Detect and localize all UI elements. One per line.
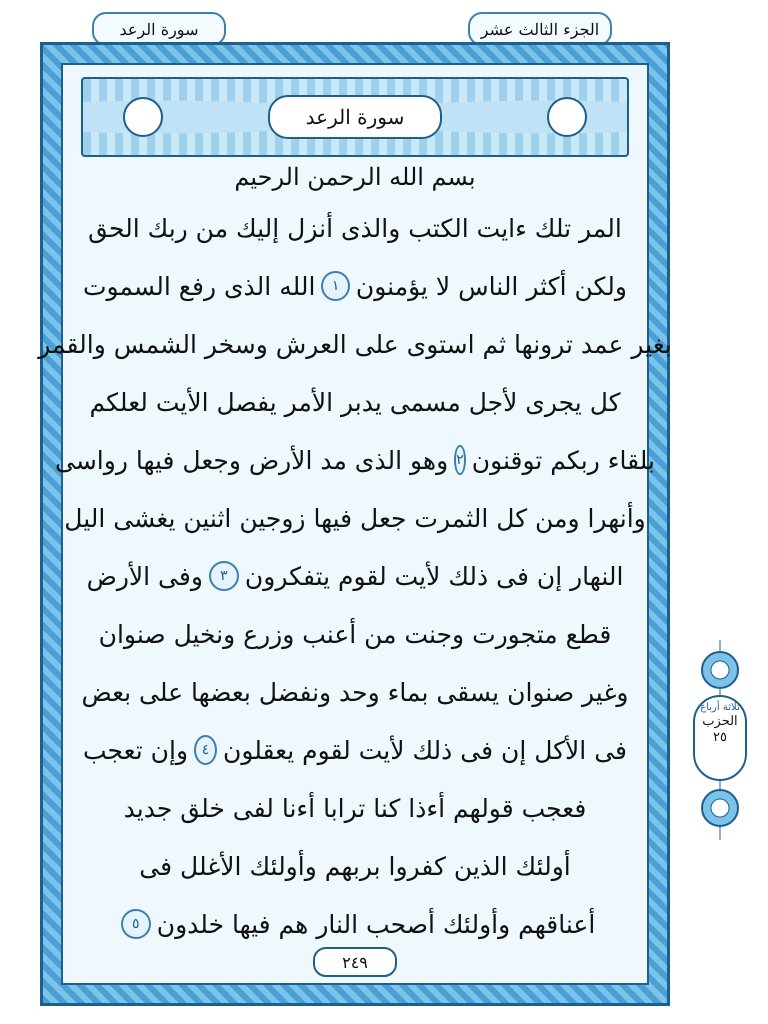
verse-text: وغير صنوان يسقى بماء وحد ونفضل بعضها على بعض (81, 677, 629, 707)
verse-text: بلقاء ربكم توقنون (471, 445, 655, 475)
verse-text: الله الذى رفع السموت (83, 271, 316, 301)
verse-text: فعجب قولهم أءذا كنا ترابا أءنا لفى خلق جديد (123, 793, 587, 823)
surah-title-text: سورة الرعد (305, 105, 405, 129)
verse-line-3 (38, 315, 672, 373)
hizb-number: ٢٥ (713, 730, 727, 745)
verse-line-12 (83, 837, 627, 895)
verse-text: بغير عمد ترونها ثم استوى على العرش وسخر الشمس والقمر (38, 329, 672, 359)
hizb-label: الحزب (702, 714, 738, 729)
verse-text: أعناقهم وأولئك أصحب النار هم فيها خلدون (156, 909, 596, 939)
verse-line-4 (83, 373, 627, 431)
verse-line-11 (83, 779, 627, 837)
basmala: بسم الله الرحمن الرحيم (234, 163, 476, 191)
verse-line-1 (83, 199, 627, 257)
verse-text: فى الأكل إن فى ذلك لأيت لقوم يعقلون (222, 735, 627, 765)
verse-text: وهو الذى مد الأرض وجعل فيها رواسى (55, 445, 449, 475)
page-number-text: ٢٤٩ (342, 952, 368, 972)
ayah-number-marker: ١ (321, 271, 349, 301)
ayah-number-marker: ٥ (121, 909, 151, 939)
hizb-marker (688, 640, 752, 840)
floral-ornament-left-icon (123, 97, 163, 137)
surah-name-header (92, 12, 226, 46)
verse-line-9 (83, 663, 627, 721)
text-panel (38, 63, 672, 985)
ornamental-border (40, 42, 670, 1006)
verse-line-13 (83, 895, 627, 953)
verse-text: النهار إن فى ذلك لأيت لقوم يتفكرون (244, 561, 624, 591)
verse-line-7 (83, 547, 627, 605)
verse-text: أولئك الذين كفروا بربهم وأولئك الأغلل فى (139, 851, 571, 881)
verse-text: وإن تعجب (83, 735, 189, 765)
verse-line-6 (64, 489, 646, 547)
verse-text: قطع متجورت وجنت من أعنب وزرع ونخيل صنوان (98, 619, 612, 649)
ayah-number-marker: ٢ (454, 445, 466, 475)
ayah-number-marker: ٣ (209, 561, 239, 591)
surah-title-banner (81, 77, 629, 157)
verse-line-2 (83, 257, 627, 315)
surah-name-header-text: سورة الرعد (119, 19, 199, 39)
page-number (313, 947, 397, 977)
juz-header-text: الجزء الثالث عشر (480, 19, 600, 39)
juz-header (468, 12, 612, 46)
verse-text: كل يجرى لأجل مسمى يدبر الأمر يفصل الأيت لعلكم (89, 387, 621, 417)
hizb-info (688, 702, 752, 746)
verse-line-8 (83, 605, 627, 663)
verse-text: وأنهرا ومن كل الثمرت جعل فيها زوجين اثنين يغشى اليل (64, 503, 646, 533)
verse-text: ولكن أكثر الناس لا يؤمنون (355, 271, 627, 301)
verse-text: المر تلك ءايت الكتب والذى أنزل إليك من ربك الحق (88, 213, 622, 243)
verse-line-10 (83, 721, 627, 779)
verse-text: وفى الأرض (86, 561, 203, 591)
hizb-quarter-label: ثلاثة أرباع (700, 702, 740, 713)
surah-title (268, 95, 442, 139)
verse-lines (38, 199, 672, 953)
ayah-number-marker: ٤ (194, 735, 217, 765)
floral-ornament-right-icon (547, 97, 587, 137)
verse-line-5 (55, 431, 655, 489)
